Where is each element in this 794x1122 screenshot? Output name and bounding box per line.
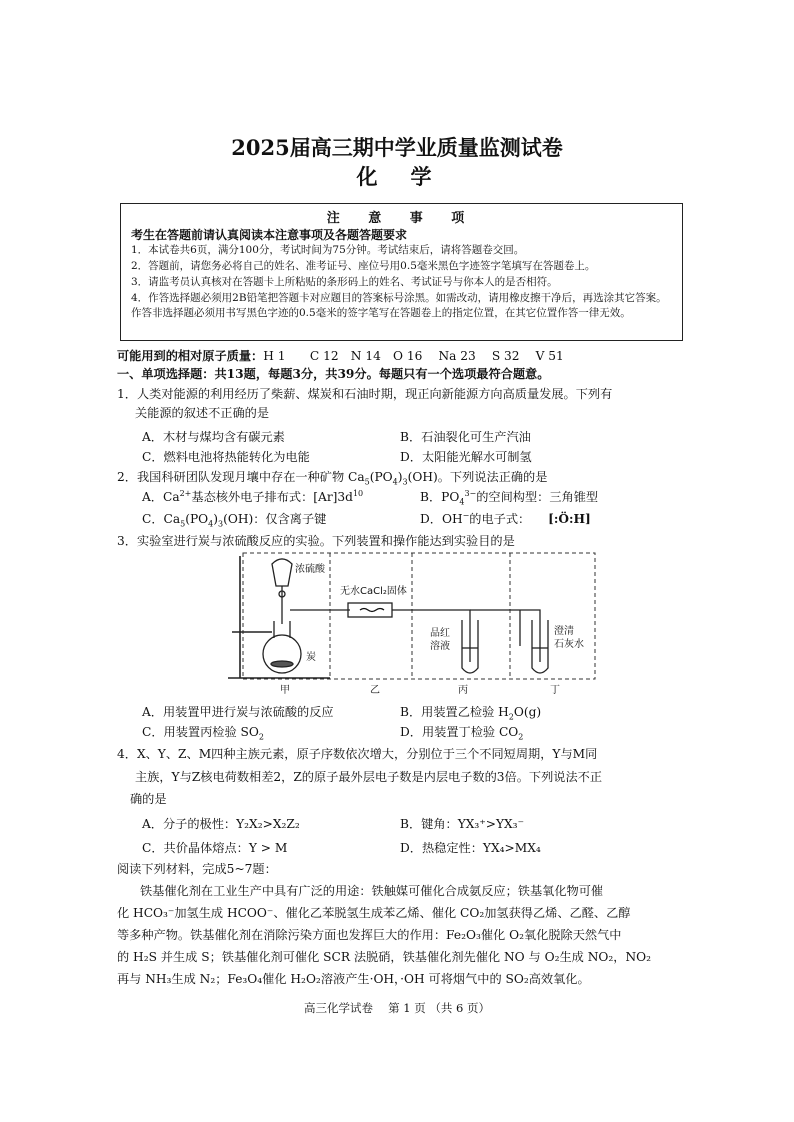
- q1-stem-line2: 关能源的叙述不正确的是: [135, 406, 270, 420]
- q2-c-text: (PO: [185, 512, 209, 526]
- subscript: 4: [392, 477, 398, 487]
- notice-item: 3．请监考员认真核对在答题卡上所粘贴的条形码上的姓名、考试证号与你本人的是否相符。: [131, 276, 558, 288]
- label-carbon: 炭: [306, 652, 316, 663]
- superscript: 2+: [179, 488, 192, 498]
- reading-line: 再与 NH₃生成 N₂；Fe₃O₄催化 H₂O₂溶液产生·OH，·OH 可将烟气中的 SO₂高效氧化。: [117, 972, 590, 986]
- q4-stem-line3: 确的是: [130, 792, 167, 806]
- q2-stem: [117, 468, 547, 486]
- label-rongye: 溶液: [430, 641, 450, 652]
- atomic-masses-values: H 1 C 12 N 14 O 16 Na 23 S 32 V 51: [263, 349, 564, 363]
- subscript: 3: [402, 477, 408, 487]
- q1-option-b: B．石油裂化可生产汽油: [400, 430, 531, 444]
- label-pinhong: 品红: [430, 628, 450, 639]
- q2-c-text: (OH)：仅含离子键: [223, 512, 327, 526]
- apparatus-diagram: [220, 550, 600, 698]
- round-flask: [263, 621, 301, 673]
- q2-stem-text: 2．我国科研团队发现月壤中存在一种矿物 Ca: [117, 470, 365, 484]
- q4-stem-line2: 主族，Y与Z核电荷数相差2，Z的原子最外层电子数是内层电子数的3倍。下列说法不正: [135, 770, 603, 784]
- q2-a-text: A．Ca: [142, 490, 180, 504]
- q3-option-a: A．用装置甲进行炭与浓硫酸的反应: [142, 705, 334, 719]
- reading-line: 铁基催化剂在工业生产中具有广泛的用途：铁触媒可催化合成氨反应；铁基氧化物可催: [140, 884, 604, 898]
- subscript: 4: [208, 519, 214, 529]
- page-footer: 高三化学试卷 第 1 页 （共 6 页）: [303, 1001, 491, 1015]
- subscript: 2: [518, 732, 524, 742]
- q2-option-a: [142, 488, 363, 505]
- label-shihuishui: 石灰水: [554, 639, 584, 650]
- reading-line: 等多种产物。铁基催化剂在消除污染方面也发挥巨大的作用：Fe₂O₃催化 O₂氧化脱除天然气中: [117, 928, 622, 942]
- q2-c-text: ): [213, 512, 219, 526]
- q2-d-text: D．OH: [420, 512, 463, 526]
- funnel-body: [272, 559, 292, 586]
- exam-title: 2025届高三期中学业质量监测试卷: [231, 135, 563, 160]
- gas-tubes: [290, 603, 540, 662]
- q3-c-text: C．用装置丙检验 SO: [142, 725, 259, 739]
- label-jia: 甲: [280, 685, 290, 696]
- subscript: 2: [258, 732, 264, 742]
- q2-b-text: B．PO: [420, 490, 460, 504]
- q4-stem-line1: 4．X、Y、Z、M四种主族元素，原子序数依次增大，分别位于三个不同短周期，Y与M同: [117, 747, 598, 761]
- superscript: 3−: [464, 488, 477, 498]
- reading-line: 的 H₂S 并生成 S；铁基催化剂可催化 SCR 法脱硝，铁基催化剂先催化 NO 与 O₂生成 NO₂，NO₂: [117, 950, 651, 964]
- label-chengqing: 澄清: [554, 626, 574, 637]
- atomic-masses-label: 可能用到的相对原子质量：: [117, 349, 264, 363]
- q2-option-d: [420, 510, 591, 527]
- tube-segment: [470, 610, 540, 662]
- q2-d-text: 的电子式：: [469, 512, 531, 526]
- q2-a-text: 基态核外电子排布式：[Ar]3d: [191, 490, 353, 504]
- subscript: 5: [180, 519, 186, 529]
- dropping-funnel: [272, 559, 292, 624]
- subscript: 3: [218, 519, 224, 529]
- q4-option-a: A．分子的极性：Y₂X₂>X₂Z₂: [142, 817, 300, 831]
- q3-d-text: D．用装置丁检验 CO: [400, 725, 519, 739]
- q1-option-a: A．木材与煤均含有碳元素: [142, 430, 285, 444]
- cacl2-solid: [360, 609, 384, 612]
- q3-b-text: B．用装置乙检验 H: [400, 705, 509, 719]
- reading-line: 化 HCO₃⁻加氢生成 HCOO⁻、催化乙苯脱氢生成苯乙烯、催化 CO₂加氢获得乙烯、乙醛、乙醇: [117, 906, 631, 920]
- q4-option-b: B．键角：YX₃⁺>YX₃⁻: [400, 817, 524, 831]
- notice-box: [120, 203, 683, 341]
- atomic-masses: [117, 347, 564, 364]
- hydroxide-electron-formula: [:Ö:H]: [548, 512, 591, 526]
- notice-subheading: 考生在答题前请认真阅读本注意事项及各题答题要求: [131, 228, 408, 242]
- label-cacl2: 无水CaCl₂固体: [340, 586, 407, 597]
- q1-stem-line1: 1．人类对能源的利用经历了柴薪、煤炭和石油时期，现正向新能源方向高质量发展。下列有: [117, 387, 613, 401]
- notice-item: 4．作答选择题必须用2B铅笔把答题卡对应题目的答案标号涂黑。如需改动，请用橡皮擦干净后，再选涂其它答案。作答非选择题必须用书写黑色字迹的0.5毫米的签字笔写在答题卷上的指定位置，在其它位置作答一律无效。: [131, 292, 667, 319]
- drying-tube: [348, 603, 392, 617]
- q2-b-text: 的空间构型：三角锥型: [476, 490, 599, 504]
- subject-title: 化 学: [356, 164, 438, 189]
- notice-item: 2．答题前，请您务必将自己的姓名、准考证号、座位号用0.5毫米黑色字迹签字笔填写在答题卷上。: [131, 260, 596, 272]
- notice-heading: 注 意 事 项: [326, 211, 477, 226]
- label-bing: 丙: [458, 685, 468, 696]
- q3-b-text: O(g): [513, 705, 542, 719]
- q2-stem-text: (OH)。下列说法正确的是: [407, 470, 548, 484]
- q1-option-d: D．太阳能光解水可制氢: [400, 450, 532, 464]
- superscript: −: [462, 510, 470, 520]
- q3-stem: 3．实验室进行炭与浓硫酸反应的实验。下列装置和操作能达到实验目的是: [117, 534, 515, 548]
- q3-option-b: [400, 703, 541, 721]
- label-yi: 乙: [370, 685, 380, 696]
- label-ding: 丁: [550, 685, 560, 696]
- superscript: 10: [352, 488, 364, 498]
- q3-option-d: [400, 723, 523, 741]
- subscript: 4: [459, 497, 465, 507]
- q4-option-d: D．热稳定性：YX₄>MX₄: [400, 841, 541, 855]
- subscript: 2: [508, 712, 514, 722]
- q3-option-c: [142, 723, 264, 741]
- q2-stem-text: ): [397, 470, 403, 484]
- label-conc-acid: 浓硫酸: [295, 564, 325, 575]
- q2-option-b: [420, 488, 598, 506]
- q2-c-text: C．Ca: [142, 512, 181, 526]
- reading-intro: 阅读下列材料，完成5~7题：: [117, 862, 277, 876]
- q2-option-c: [142, 510, 326, 528]
- q1-option-c: C．燃料电池将热能转化为电能: [142, 450, 310, 464]
- notice-item: 1．本试卷共6页，满分100分，考试时间为75分钟。考试结束后，请将答题卷交回。: [131, 244, 525, 256]
- q4-option-c: C．共价晶体熔点：Y > M: [142, 841, 288, 855]
- section-heading: 一、单项选择题：共13题，每题3分，共39分。每题只有一个选项最符合题意。: [117, 367, 550, 381]
- carbon-powder: [271, 661, 293, 667]
- q2-stem-text: (PO: [369, 470, 393, 484]
- subscript: 5: [364, 477, 370, 487]
